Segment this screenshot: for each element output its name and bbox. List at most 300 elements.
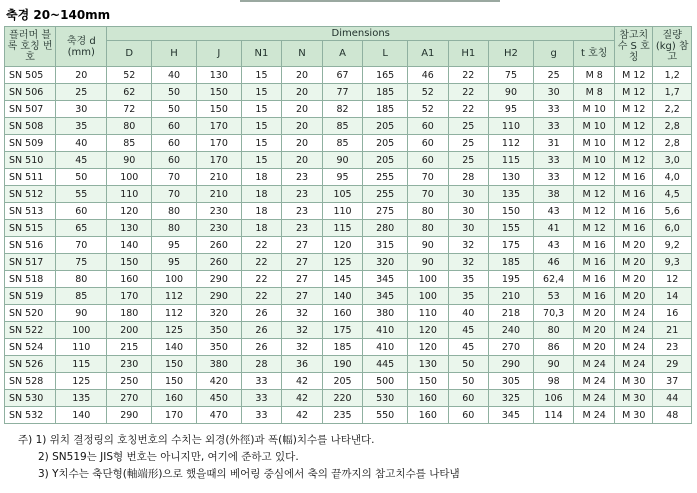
table-cell: 260: [196, 237, 241, 254]
table-cell: 52: [107, 67, 152, 84]
table-cell: 46: [533, 254, 574, 271]
table-cell: 110: [107, 186, 152, 203]
table-cell: 22: [241, 288, 282, 305]
table-cell: 106: [533, 390, 574, 407]
table-cell: 95: [152, 254, 197, 271]
header-dim-2: J: [196, 41, 241, 67]
table-cell: 220: [322, 390, 363, 407]
table-cell: M 24: [574, 373, 615, 390]
header-dim-6: L: [363, 41, 408, 67]
table-cell: 380: [196, 356, 241, 373]
table-row: [5, 288, 692, 305]
table-cell: M 24: [574, 356, 615, 373]
table-cell: 35: [56, 118, 107, 135]
table-cell: 50: [56, 169, 107, 186]
table-cell: 105: [322, 186, 363, 203]
table-row: [5, 169, 692, 186]
table-cell: 270: [489, 339, 534, 356]
table-cell: 16: [653, 305, 692, 322]
table-cell: M 24: [574, 390, 615, 407]
table-cell: 20: [282, 67, 323, 84]
table-cell: M 16: [574, 271, 615, 288]
table-row: [5, 271, 692, 288]
table-cell: 70: [152, 186, 197, 203]
table-cell: M 12: [615, 135, 653, 152]
table-cell: 43: [533, 203, 574, 220]
table-cell: 205: [363, 152, 408, 169]
model-cell: SN 528: [5, 373, 56, 390]
model-cell: SN 516: [5, 237, 56, 254]
table-cell: 150: [107, 254, 152, 271]
table-cell: 130: [408, 356, 449, 373]
table-cell: 30: [448, 220, 489, 237]
table-cell: 350: [196, 339, 241, 356]
table-cell: 52: [408, 101, 449, 118]
table-cell: M 16: [574, 288, 615, 305]
table-cell: 52: [408, 84, 449, 101]
table-cell: 90: [107, 152, 152, 169]
table-cell: 185: [489, 254, 534, 271]
table-cell: 170: [107, 288, 152, 305]
model-cell: SN 517: [5, 254, 56, 271]
table-cell: M 16: [615, 169, 653, 186]
table-cell: 120: [107, 203, 152, 220]
table-cell: 315: [363, 237, 408, 254]
table-cell: 290: [196, 271, 241, 288]
table-cell: 18: [241, 186, 282, 203]
table-cell: 20: [282, 135, 323, 152]
table-cell: 230: [196, 203, 241, 220]
table-cell: 41: [533, 220, 574, 237]
table-cell: 350: [196, 322, 241, 339]
table-cell: 60: [448, 390, 489, 407]
dimension-table: [4, 26, 692, 424]
table-cell: 270: [107, 390, 152, 407]
table-cell: 100: [152, 271, 197, 288]
top-rule: [240, 0, 500, 2]
table-cell: 80: [408, 203, 449, 220]
header-dim-11: t 호칭: [574, 41, 615, 67]
table-cell: 150: [152, 356, 197, 373]
model-cell: SN 526: [5, 356, 56, 373]
table-cell: 15: [241, 118, 282, 135]
table-cell: M 12: [615, 84, 653, 101]
table-cell: M 16: [615, 220, 653, 237]
table-cell: 325: [489, 390, 534, 407]
table-cell: 175: [322, 322, 363, 339]
table-cell: 25: [448, 118, 489, 135]
table-cell: 98: [533, 373, 574, 390]
sub-header-row: [5, 41, 692, 67]
table-cell: 215: [107, 339, 152, 356]
table-cell: 25: [533, 67, 574, 84]
table-cell: 6,0: [653, 220, 692, 237]
table-cell: 305: [489, 373, 534, 390]
table-cell: 25: [56, 84, 107, 101]
header-dim-9: H2: [489, 41, 534, 67]
table-cell: 86: [533, 339, 574, 356]
model-cell: SN 511: [5, 169, 56, 186]
table-cell: 26: [241, 305, 282, 322]
table-cell: 80: [152, 220, 197, 237]
model-cell: SN 513: [5, 203, 56, 220]
table-cell: 40: [448, 305, 489, 322]
table-cell: 500: [363, 373, 408, 390]
table-cell: 80: [56, 271, 107, 288]
table-cell: M 30: [615, 390, 653, 407]
table-cell: 25: [448, 135, 489, 152]
table-cell: 27: [282, 237, 323, 254]
table-cell: M 10: [574, 152, 615, 169]
table-cell: 60: [408, 118, 449, 135]
table-row: [5, 118, 692, 135]
table-cell: 180: [107, 305, 152, 322]
table-cell: 65: [56, 220, 107, 237]
table-cell: 60: [152, 135, 197, 152]
table-cell: 80: [107, 118, 152, 135]
table-cell: 135: [489, 186, 534, 203]
table-cell: 62: [107, 84, 152, 101]
table-cell: 345: [489, 407, 534, 424]
table-cell: 31: [533, 135, 574, 152]
model-cell: SN 522: [5, 322, 56, 339]
table-cell: 125: [152, 322, 197, 339]
table-cell: 50: [448, 356, 489, 373]
table-cell: 32: [448, 237, 489, 254]
table-cell: M 10: [574, 135, 615, 152]
table-cell: 45: [448, 322, 489, 339]
table-row: [5, 220, 692, 237]
table-cell: 60: [152, 152, 197, 169]
table-cell: 9,2: [653, 237, 692, 254]
table-cell: 195: [489, 271, 534, 288]
table-cell: M 20: [574, 322, 615, 339]
table-cell: M 12: [574, 203, 615, 220]
table-cell: 1,7: [653, 84, 692, 101]
table-cell: 33: [533, 101, 574, 118]
table-cell: 18: [241, 203, 282, 220]
table-cell: 110: [56, 339, 107, 356]
table-cell: 70: [152, 169, 197, 186]
table-cell: 22: [448, 67, 489, 84]
table-cell: M 12: [615, 101, 653, 118]
table-cell: 260: [196, 254, 241, 271]
table-cell: 110: [489, 118, 534, 135]
table-cell: 190: [322, 356, 363, 373]
table-cell: 30: [533, 84, 574, 101]
header-dim-7: A1: [408, 41, 449, 67]
table-cell: 22: [241, 271, 282, 288]
model-cell: SN 519: [5, 288, 56, 305]
table-cell: 290: [107, 407, 152, 424]
table-cell: 26: [241, 339, 282, 356]
table-row: [5, 356, 692, 373]
table-cell: 22: [448, 101, 489, 118]
table-cell: M 10: [574, 101, 615, 118]
table-cell: 345: [363, 288, 408, 305]
table-cell: 23: [653, 339, 692, 356]
table-cell: M 20: [615, 254, 653, 271]
model-cell: SN 507: [5, 101, 56, 118]
table-row: [5, 237, 692, 254]
table-cell: 135: [56, 390, 107, 407]
table-cell: M 10: [574, 118, 615, 135]
header-dimensions: Dimensions: [107, 27, 615, 41]
table-cell: 42: [282, 373, 323, 390]
table-cell: 145: [322, 271, 363, 288]
table-cell: 255: [363, 169, 408, 186]
table-cell: 33: [241, 407, 282, 424]
table-cell: M 20: [574, 339, 615, 356]
table-cell: M 24: [615, 339, 653, 356]
table-cell: 115: [322, 220, 363, 237]
header-bolt-size: 참고치수 S 호칭: [615, 27, 653, 67]
table-cell: 80: [152, 203, 197, 220]
table-cell: 70,3: [533, 305, 574, 322]
table-cell: 27: [282, 271, 323, 288]
table-cell: 35: [448, 271, 489, 288]
table-cell: 85: [322, 118, 363, 135]
table-cell: 28: [241, 356, 282, 373]
table-cell: 90: [56, 305, 107, 322]
table-cell: 1,2: [653, 67, 692, 84]
table-cell: M 20: [615, 288, 653, 305]
table-cell: M 12: [574, 220, 615, 237]
table-cell: 33: [533, 169, 574, 186]
table-cell: 445: [363, 356, 408, 373]
table-cell: 15: [241, 152, 282, 169]
table-cell: 95: [489, 101, 534, 118]
table-cell: 450: [196, 390, 241, 407]
table-cell: 33: [241, 390, 282, 407]
table-cell: 70: [408, 169, 449, 186]
table-cell: 60: [408, 135, 449, 152]
table-cell: 120: [408, 339, 449, 356]
table-cell: 90: [408, 254, 449, 271]
table-cell: 50: [152, 101, 197, 118]
header-dim-10: g: [533, 41, 574, 67]
table-cell: 4,5: [653, 186, 692, 203]
table-cell: 170: [196, 135, 241, 152]
header-dim-0: D: [107, 41, 152, 67]
table-cell: 80: [408, 220, 449, 237]
table-cell: 170: [196, 152, 241, 169]
table-cell: 40: [152, 67, 197, 84]
table-cell: M 16: [615, 186, 653, 203]
table-cell: 23: [282, 220, 323, 237]
model-cell: SN 530: [5, 390, 56, 407]
table-cell: M 30: [615, 373, 653, 390]
table-cell: 235: [322, 407, 363, 424]
table-cell: 14: [653, 288, 692, 305]
model-cell: SN 509: [5, 135, 56, 152]
table-cell: 9,3: [653, 254, 692, 271]
table-cell: 2,8: [653, 135, 692, 152]
model-cell: SN 518: [5, 271, 56, 288]
table-cell: 165: [363, 67, 408, 84]
table-cell: 82: [322, 101, 363, 118]
footnote-3: 3) Y치수는 축단형(軸端形)으로 했을때의 베어링 중심에서 축의 끝까지의 참고치수를 나타냄: [38, 468, 460, 480]
table-cell: 15: [241, 135, 282, 152]
table-cell: 185: [363, 101, 408, 118]
table-cell: 320: [196, 305, 241, 322]
table-cell: 15: [241, 101, 282, 118]
table-cell: 45: [448, 339, 489, 356]
table-cell: M 24: [574, 407, 615, 424]
table-cell: M 8: [574, 84, 615, 101]
table-cell: 160: [322, 305, 363, 322]
table-row: [5, 203, 692, 220]
table-cell: 230: [107, 356, 152, 373]
table-cell: 115: [489, 152, 534, 169]
table-cell: M 12: [615, 67, 653, 84]
table-cell: 23: [282, 186, 323, 203]
table-cell: 25: [448, 152, 489, 169]
table-cell: M 20: [615, 271, 653, 288]
table-cell: 125: [56, 373, 107, 390]
table-cell: 110: [408, 305, 449, 322]
table-cell: 60: [408, 152, 449, 169]
table-cell: 100: [408, 288, 449, 305]
table-cell: 185: [322, 339, 363, 356]
table-cell: 112: [152, 305, 197, 322]
table-cell: M 12: [615, 118, 653, 135]
table-cell: 160: [152, 390, 197, 407]
model-cell: SN 510: [5, 152, 56, 169]
table-cell: M 12: [574, 169, 615, 186]
table-cell: 3,0: [653, 152, 692, 169]
table-cell: 160: [408, 390, 449, 407]
table-cell: 112: [489, 135, 534, 152]
table-cell: 62,4: [533, 271, 574, 288]
table-cell: 27: [282, 254, 323, 271]
model-cell: SN 515: [5, 220, 56, 237]
table-cell: 210: [489, 288, 534, 305]
table-row: [5, 67, 692, 84]
model-cell: SN 520: [5, 305, 56, 322]
table-row: [5, 339, 692, 356]
table-cell: 23: [282, 169, 323, 186]
table-cell: 255: [363, 186, 408, 203]
table-cell: 20: [56, 67, 107, 84]
table-cell: M 8: [574, 67, 615, 84]
table-cell: 100: [56, 322, 107, 339]
table-cell: 210: [196, 186, 241, 203]
table-cell: 150: [196, 101, 241, 118]
table-cell: 210: [196, 169, 241, 186]
table-cell: 218: [489, 305, 534, 322]
table-cell: 85: [107, 135, 152, 152]
table-cell: 75: [489, 67, 534, 84]
header-model: 플러머 블록 호칭 번호: [5, 27, 56, 67]
table-cell: 140: [107, 237, 152, 254]
table-cell: 32: [282, 339, 323, 356]
table-row: [5, 322, 692, 339]
table-cell: 90: [533, 356, 574, 373]
table-cell: M 12: [615, 152, 653, 169]
table-cell: 470: [196, 407, 241, 424]
table-row: [5, 152, 692, 169]
table-cell: 70: [408, 186, 449, 203]
table-cell: 22: [241, 254, 282, 271]
table-cell: 20: [282, 84, 323, 101]
table-cell: 50: [152, 84, 197, 101]
model-cell: SN 506: [5, 84, 56, 101]
table-cell: M 24: [615, 356, 653, 373]
page-title: 축경 20~140mm: [6, 8, 111, 22]
table-cell: 140: [152, 339, 197, 356]
table-cell: 90: [408, 237, 449, 254]
table-row: [5, 186, 692, 203]
table-row: [5, 373, 692, 390]
table-cell: 550: [363, 407, 408, 424]
table-cell: 85: [56, 288, 107, 305]
table-cell: 150: [152, 373, 197, 390]
table-cell: 125: [322, 254, 363, 271]
model-cell: SN 532: [5, 407, 56, 424]
table-cell: 70: [56, 237, 107, 254]
table-cell: 150: [196, 84, 241, 101]
table-cell: 44: [653, 390, 692, 407]
table-cell: 85: [322, 135, 363, 152]
table-cell: 2,2: [653, 101, 692, 118]
table-cell: 175: [489, 237, 534, 254]
table-cell: 32: [282, 305, 323, 322]
table-cell: 20: [282, 152, 323, 169]
table-cell: 33: [533, 118, 574, 135]
table-cell: 150: [408, 373, 449, 390]
table-cell: 140: [56, 407, 107, 424]
table-cell: 60: [152, 118, 197, 135]
table-row: [5, 135, 692, 152]
table-cell: 30: [56, 101, 107, 118]
table-cell: 15: [241, 84, 282, 101]
footnote-1: 주) 1) 위치 결정링의 호칭번호의 수치는 외경(外徑)과 폭(幅)치수를 나타낸다.: [18, 434, 375, 446]
table-cell: 410: [363, 339, 408, 356]
table-cell: 155: [489, 220, 534, 237]
table-cell: M 24: [615, 305, 653, 322]
table-cell: 130: [489, 169, 534, 186]
table-cell: 72: [107, 101, 152, 118]
table-cell: 48: [653, 407, 692, 424]
table-cell: 240: [489, 322, 534, 339]
table-cell: 130: [107, 220, 152, 237]
table-cell: 320: [363, 254, 408, 271]
table-cell: 90: [322, 152, 363, 169]
header-dim-3: N1: [241, 41, 282, 67]
table-cell: 115: [56, 356, 107, 373]
table-cell: 112: [152, 288, 197, 305]
table-cell: 23: [282, 203, 323, 220]
table-cell: 250: [107, 373, 152, 390]
table-cell: 205: [322, 373, 363, 390]
table-cell: 18: [241, 220, 282, 237]
table-cell: 15: [241, 67, 282, 84]
table-cell: 20: [282, 118, 323, 135]
table-cell: 40: [56, 135, 107, 152]
table-row: [5, 101, 692, 118]
table-cell: 55: [56, 186, 107, 203]
table-cell: 33: [533, 152, 574, 169]
table-cell: 22: [448, 84, 489, 101]
table-cell: 46: [408, 67, 449, 84]
table-cell: 60: [56, 203, 107, 220]
table-cell: 100: [107, 169, 152, 186]
table-cell: 110: [322, 203, 363, 220]
table-cell: 30: [448, 203, 489, 220]
table-cell: 43: [533, 237, 574, 254]
table-cell: 290: [196, 288, 241, 305]
